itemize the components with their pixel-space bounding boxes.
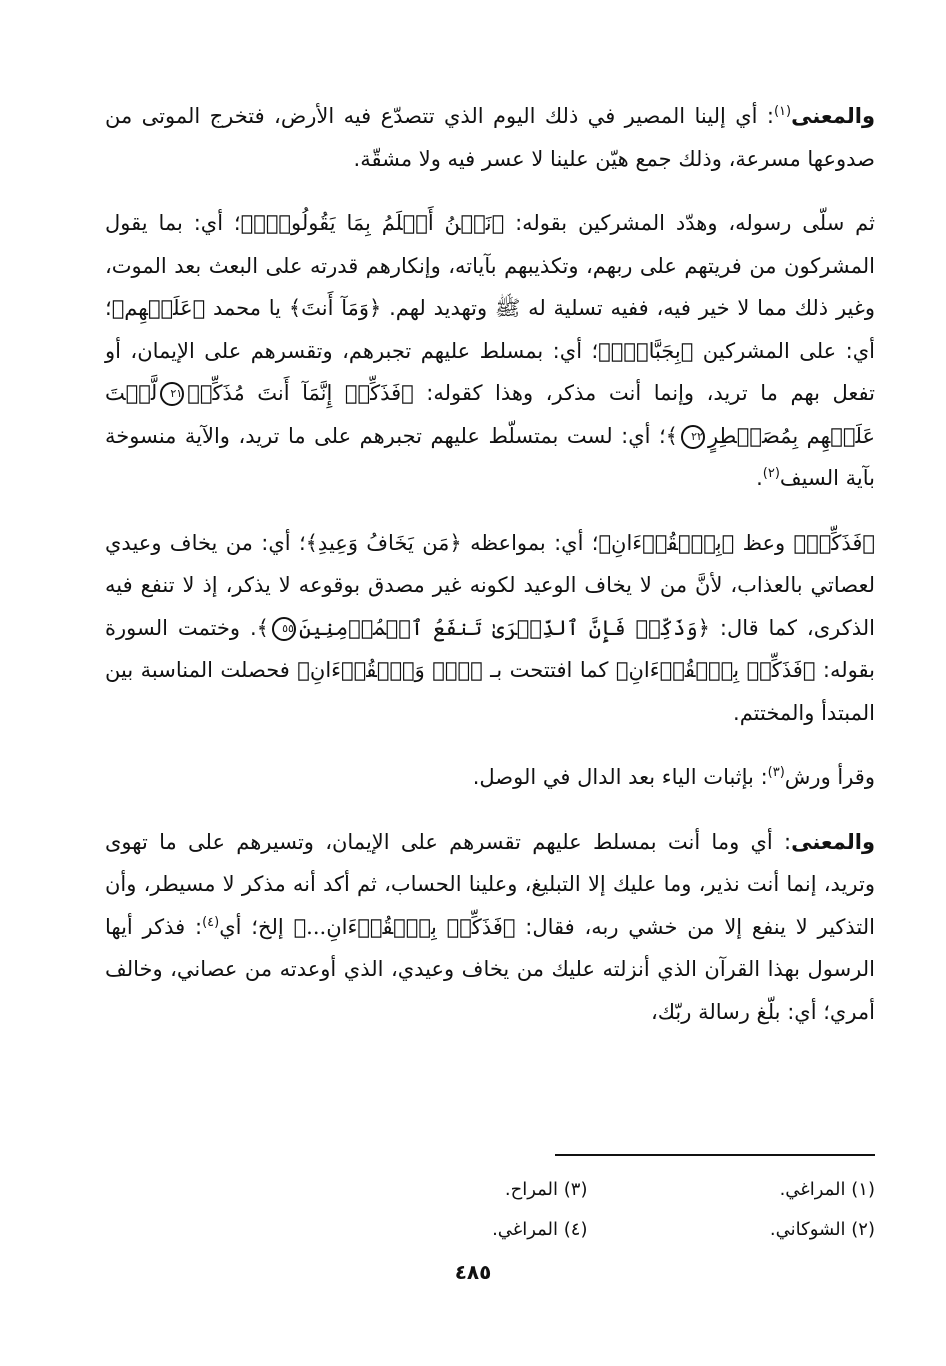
- paragraph-text: فحصلت المناسبة بين المبتدأ والمختتم.: [105, 658, 875, 725]
- paragraph-text: : أي إلينا المصير في ذلك اليوم الذي تتصدّع فيه الأرض، فتخرج الموتى من صدوعها مسرعة، وذلك جمع هيّن علينا لا عسر فيه ولا مشقّة.: [105, 104, 875, 171]
- quran-verse: ﴿فَذَكِّرۡ بِٱلۡقُرۡءَانِ﴾: [615, 658, 816, 682]
- footnote-2: (٢) الشوكاني.: [769, 1219, 875, 1240]
- paragraph-text: ؛ أي: بمواعظه: [461, 530, 599, 555]
- quran-verse: ﴿بِجَبَّارٖۖ﴾: [598, 338, 694, 363]
- paragraph-text: إلخ؛ أي: [219, 914, 294, 939]
- quran-verse: ﴿قٓۚ وَٱلۡقُرۡءَانِ﴾: [297, 658, 483, 682]
- paragraph-text: وقرأ ورش: [784, 765, 875, 789]
- paragraph-text: : فذكر أيها الرسول بهذا القرآن الذي أنزلته عليك من يخاف وعيدي، الذي أوعدته من عصاني، وخالف أمري؛ أي: بلّغ رسالة ربّك،: [105, 914, 875, 1024]
- footnote-ref-3[interactable]: (٣): [767, 765, 785, 780]
- paragraph-2: [105, 202, 875, 500]
- quran-verse-close: ﴾: [256, 615, 269, 640]
- footnote-divider: [555, 1154, 875, 1156]
- paragraph-5: [105, 821, 875, 1034]
- paragraph-lead: والمعنى: [791, 829, 875, 854]
- paragraph-text: يا محمد: [205, 296, 289, 320]
- ayah-number-marker: ٥٥: [272, 617, 296, 641]
- paragraph-lead: والمعنى: [791, 104, 875, 128]
- quran-verse: لَّسۡتَ عَلَيۡهِم بِمُصَيۡطِرٍ: [105, 381, 875, 448]
- footnote-ref-2[interactable]: (٢): [762, 466, 780, 481]
- paragraph-text: ؛ أي: على المشركين: [105, 296, 875, 363]
- page-number: ٤٨٥: [454, 1260, 492, 1284]
- quran-verse: ﴿وَمَآ أَنتَ﴾: [288, 296, 382, 320]
- paragraph-4: [105, 756, 875, 799]
- quran-verse-close: ﴾: [665, 423, 678, 448]
- ayah-number-marker: ٢٢: [681, 425, 705, 449]
- quran-verse: ﴿فَذَكِّرۡ بِٱلۡقُرۡءَانِ...﴾: [293, 914, 516, 939]
- quran-verse: ﴿وَذَكِّرۡ فَإِنَّ ٱلذِّكۡرَىٰ تَنفَعُ ٱلۡمُؤۡمِنِينَ: [298, 615, 710, 640]
- paragraph-text: ثم سلّى رسوله، وهدّد المشركين بقوله:: [504, 211, 875, 235]
- quran-verse: ﴿نَحۡنُ أَعۡلَمُ بِمَا يَقُولُونَۖ﴾: [240, 211, 505, 235]
- footnote-4: (٤) المراغي.: [492, 1219, 588, 1240]
- footnote-ref-4[interactable]: (٤): [202, 914, 220, 930]
- page-body: [105, 95, 875, 1055]
- paragraph-text: ؛ أي: بما يقول المشركون من فريتهم على ربهم، وتكذيبهم بآياته، وإنكارهم قدرته على البعث بعد الموت، وغير ذلك مما لا خير فيه، ففيه تسلية له ﷺ وتهديد لهم.: [105, 211, 875, 320]
- paragraph-text: ؛ أي: لست بمتسلّط عليهم تجبرهم على ما تريد، والآية منسوخة بآية السيف: [105, 423, 875, 490]
- quran-verse: ﴿بِٱلۡقُرۡءَانِ﴾: [598, 530, 735, 555]
- quran-verse: ﴿مَن يَخَافُ وَعِيدِ﴾: [305, 530, 462, 555]
- paragraph-text: : أي وما أنت بمسلط عليهم تقسرهم على الإيمان، وتسيرهم على ما تهوى وتريد، إنما أنت نذير، وما عليك إلا التبليغ، وعلينا الحساب، ثم أكد أنه مذكر لا مسيطر، وأن التذكير لا ينفع إلا من خشي ربه، فقال:: [105, 829, 875, 939]
- footnote-row: [300, 1210, 875, 1250]
- footnote-row: [300, 1170, 875, 1210]
- paragraph-3: [105, 522, 875, 735]
- paragraph-text: كما افتتحت بـ: [482, 658, 616, 682]
- paragraph-1: [105, 95, 875, 180]
- ayah-number-marker: ٢١: [160, 382, 184, 406]
- paragraph-text: . وختمت السورة بقوله:: [105, 615, 875, 682]
- quran-verse: ﴿فَذَكِّرۡ﴾: [793, 530, 875, 555]
- paragraph-text: وعظ: [734, 530, 794, 555]
- footnote-3: (٣) المراح.: [504, 1179, 588, 1200]
- paragraph-text: : بإثبات الياء بعد الدال في الوصل.: [472, 765, 768, 789]
- paragraph-text: ؛ أي: بمسلط عليهم تجبرهم، وتقسرهم على الإيمان، أو تفعل بهم ما تريد، وإنما أنت مذكر، وهذا كقوله:: [105, 338, 875, 405]
- paragraph-text: .: [756, 466, 763, 490]
- quran-verse: ﴿عَلَيۡهِم﴾: [111, 296, 206, 320]
- footnote-ref-1[interactable]: (١): [773, 104, 792, 119]
- paragraph-text: ؛ أي: من يخاف وعيدي لعصاتي بالعذاب، لأنَّ من لا يخاف الوعيد لكونه غير مصدق بوقوعه لا يذكر، إذ لا تنفع فيه الذكرى، كما قال:: [105, 530, 875, 640]
- quran-verse: ﴿فَذَكِّرۡ إِنَّمَآ أَنتَ مُذَكِّرٞ: [187, 381, 414, 405]
- footnote-1: (١) المراغي.: [779, 1179, 875, 1200]
- footnotes: [300, 1170, 875, 1250]
